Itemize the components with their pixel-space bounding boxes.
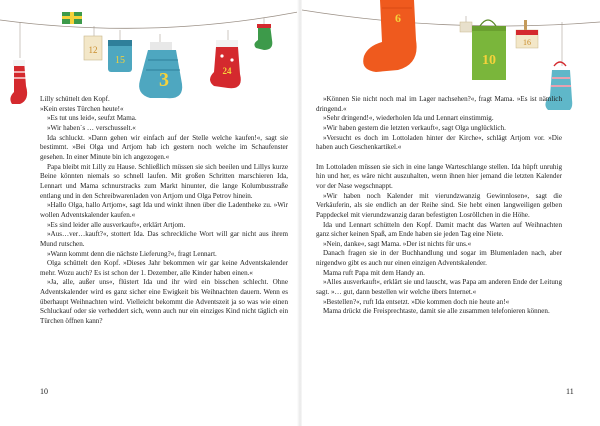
paragraph: »Alles ausverkauft«, erklärt sie und lauscht, was Papa am anderen Ende der Leitung sagt. »… gut, dann bestellen wir welche übers Internet.« xyxy=(316,278,562,297)
garland-string xyxy=(302,10,600,26)
sock-24-number: 24 xyxy=(222,66,232,76)
tag-16 xyxy=(516,20,538,48)
bag-10-number: 10 xyxy=(482,53,496,68)
paragraph: »Ja, alle, außer uns«, flüstert Ida und ihr wird ein bisschen schlecht. Ohne Adventskalender wird es ganz sicher eine Ewigkeit bis Weihnachten dauern. Wenn es überhaupt Weihnachten wird. Vielleicht bekommt die Adventszeit ja so was wie einen Schluckauf oder sie verheddert sich, wenn auch nur ein einziges Kind nicht täglich ein Türchen öffnen kann? xyxy=(40,278,288,326)
paragraph: »Können Sie nicht noch mal im Lager nachsehen?«, fragt Mama. »Es ist nämlich dringend.« xyxy=(316,95,562,113)
paragraph: »Aus…ver…kauft?«, stottert Ida. Das schreckliche Wort will gar nicht aus ihrem Mund rutschen. xyxy=(40,230,288,248)
paragraph: Ida und Lennart schütteln den Kopf. Damit macht das Warten auf Weihnachten ganz sicher keinen Spaß, am Ende haben sie jeden Tag eine Niete. xyxy=(316,220,562,239)
tag-12-number: 12 xyxy=(88,45,98,55)
paragraph: »Wann kommt denn die nächste Lieferung?«, fragt Lennart. xyxy=(47,249,217,258)
paragraph: »Wir haben gestern die letzten verkauft«, sagt Olga unglücklich. xyxy=(323,123,506,132)
tag-15-number: 15 xyxy=(115,55,125,66)
teal-mitten-3 xyxy=(139,34,182,98)
left-advent-illustration xyxy=(0,0,298,110)
tag-12 xyxy=(84,26,102,60)
paragraph: »Bestellen?«, ruft Ida entsetzt. »Die kommen doch nie heute an!« xyxy=(323,297,510,306)
paragraph: Im Lottoladen müssen sie sich in eine lange Warteschlange stellen. Ida hüpft unruhig hin und her, es wäre nicht auszuhalten, wenn ihnen hier jemand die letzten Kalender vor der Nase wegschnappt. xyxy=(316,162,562,190)
paragraph: Mama ruft Papa mit dem Handy an. xyxy=(323,268,425,277)
paragraph: »Hallo Olga, hallo Artjom«, sagt Ida und winkt ihnen über die Ladentheke zu. »Wir wollen Adventskalender kaufen.« xyxy=(40,201,288,219)
stocking-6-number: 6 xyxy=(395,11,401,25)
mitten-3-number: 3 xyxy=(159,69,169,91)
paragraph: »Wir haben`s … verschusselt.« xyxy=(47,123,136,132)
paragraph: »Es tut uns leid«, seufzt Mama. xyxy=(47,114,137,123)
paragraph: Lilly schüttelt den Kopf. xyxy=(40,95,110,103)
red-stocking-small xyxy=(10,22,27,104)
page-number-right: 11 xyxy=(566,387,574,396)
right-page xyxy=(302,0,600,426)
green-bag-10 xyxy=(472,20,506,80)
paragraph: »Wir haben noch Kalender mit vierundzwanzig Gewinnlosen«, sagt die Verkäuferin, als sie endlich an der Reihe sind. Sie hebt einen langweiligen gelben Pappdeckel mit vierundzwanzig daran befestigten Losröllchen in die Höhe. xyxy=(316,191,562,219)
red-sock-24 xyxy=(210,30,241,88)
green-stocking-small xyxy=(254,18,272,50)
tag-15 xyxy=(108,30,132,72)
paragraph: Mama drückt die Freisprechtaste, damit sie alle zusammen telefonieren können. xyxy=(323,307,550,316)
right-advent-illustration xyxy=(302,0,600,110)
small-gift-tag xyxy=(460,16,472,32)
paragraph: Ida schluckt. »Dann gehen wir einfach auf der Stelle welche kaufen!«, sagt sie bestimmt. »Bei Olga und Artjom hab ich gestern noch welche im Schaufenster gesehen. In einer Minute bin ich angezogen.« xyxy=(40,133,288,161)
paragraph: »Versucht es doch im Lottoladen hinter der Kirche«, schlägt Artjom vor. »Die haben auch Geschenkartikel.« xyxy=(316,133,562,152)
orange-stocking-6 xyxy=(363,0,416,72)
garland-string xyxy=(0,12,298,28)
paragraph: Olga schüttelt den Kopf. »Dieses Jahr bekommen wir gar keine Adventskalender mehr. Wozu auch? Es ist schon der 1. Dezember, alle Kinder haben einen.« xyxy=(40,259,288,277)
paragraph: »Kein erstes Türchen heute!« xyxy=(40,104,124,113)
left-page xyxy=(0,0,298,426)
green-gift-box xyxy=(62,12,82,24)
section-break xyxy=(316,153,562,163)
paragraph: Danach fragen sie in der Buchhandlung und sogar im Blumenladen nach, aber nirgendwo gibt es auch nur einen einzigen Adventskalender. xyxy=(316,249,562,268)
paragraph: »Es sind leider alle ausverkauft«, erklärt Artjom. xyxy=(47,220,186,229)
paragraph: Papa bleibt mit Lilly zu Hause. Schließlich müssen sie sich beeilen und Lillys kurze Beine könnten niemals so schnell laufen. Mit großen Schritten marschieren Ida, Lennart und Mama schnurstracks zum Markt hinunter, die lange Kolumbusstraße entlang und in den Schreibwarenladen von Artjom und Olga Petrov hinein. xyxy=(40,162,288,200)
paragraph: »Sehr dringend!«, wiederholen Ida und Lennart einstimmig. xyxy=(323,114,494,123)
right-page-text xyxy=(316,95,562,317)
page-number-left: 10 xyxy=(40,387,48,396)
paragraph: »Nein, danke«, sagt Mama. »Der ist nichts für uns.« xyxy=(323,239,472,248)
left-page-text xyxy=(40,95,288,327)
tag-16-number: 16 xyxy=(523,38,531,47)
